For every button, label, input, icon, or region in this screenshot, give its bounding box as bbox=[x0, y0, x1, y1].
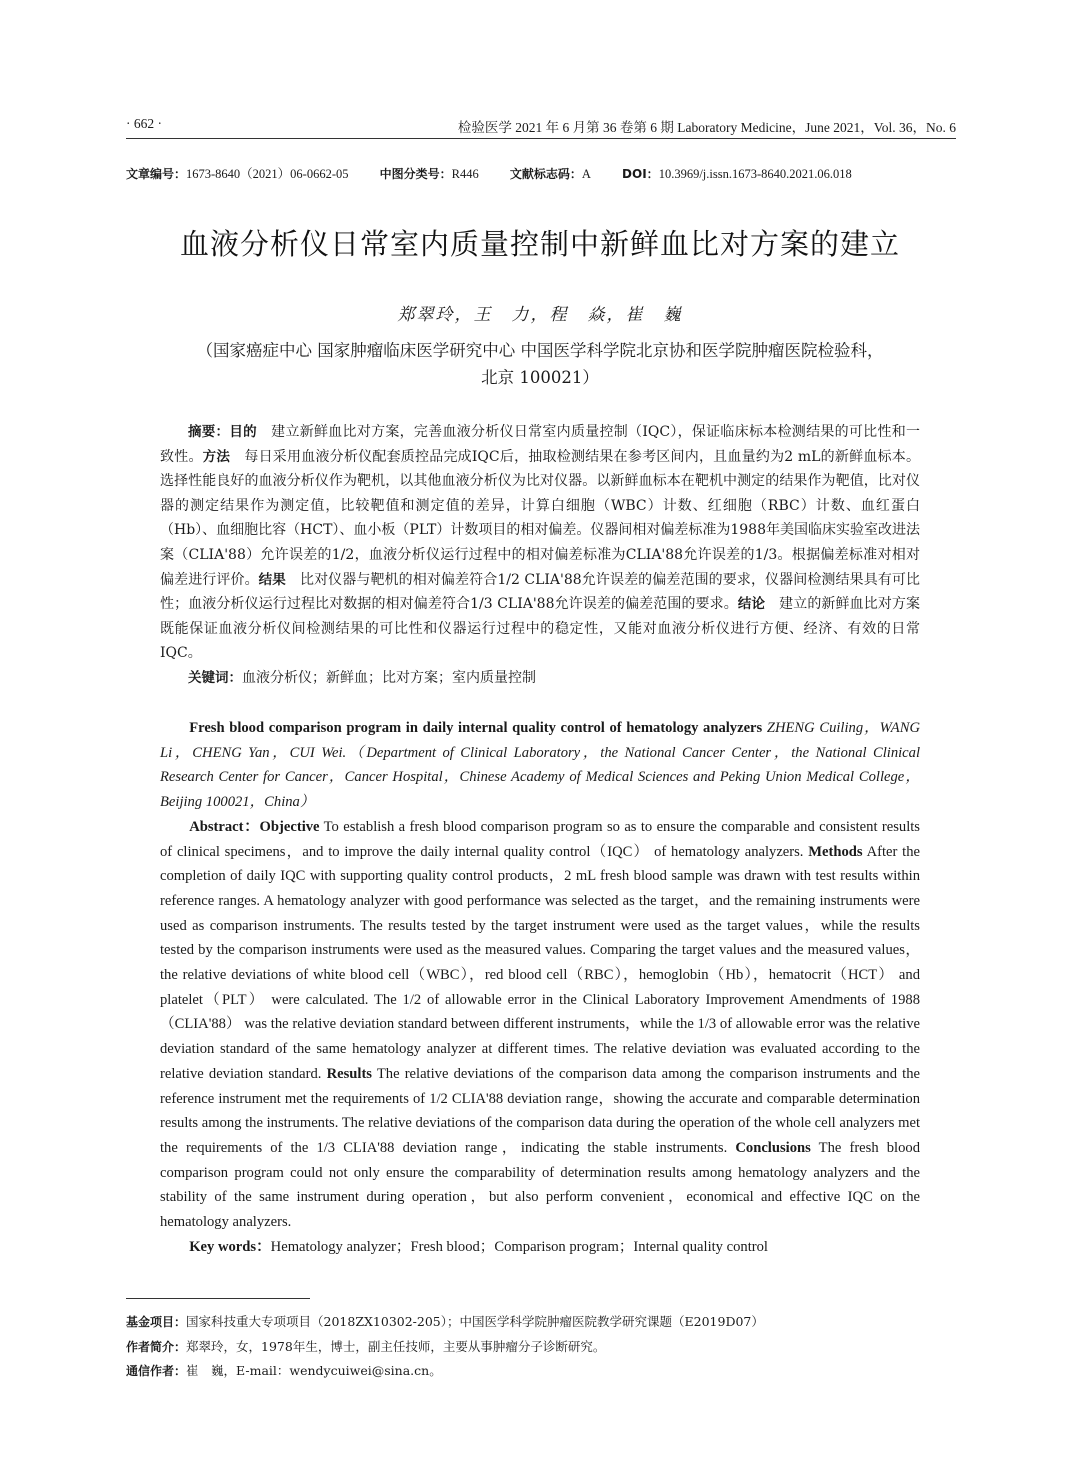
funding-note: 基金项目：国家科技重大专项项目（2018ZX10302-205）；中国医学科学院肿瘤医院教学研究课题（E2019D07） bbox=[126, 1314, 764, 1329]
footnotes bbox=[126, 1310, 956, 1384]
corresponding-author-note: 通信作者：崔 巍，E-mail：wendycuiwei@sina.cn。 bbox=[126, 1363, 442, 1378]
article-meta bbox=[126, 164, 956, 182]
running-header bbox=[126, 112, 956, 138]
doi: DOI：10.3969/j.issn.1673-8640.2021.06.018 bbox=[622, 167, 852, 181]
paper-title: 血液分析仪日常室内质量控制中新鲜血比对方案的建立 bbox=[179, 227, 900, 261]
article-number: 文章编号：1673-8640（2021）06-0662-05 bbox=[126, 167, 349, 181]
author-bio-note: 作者简介：郑翠玲，女，1978年生，博士，副主任技师，主要从事肿瘤分子诊断研究。 bbox=[126, 1338, 606, 1354]
english-title: Fresh blood comparison program in daily internal quality control of hematology analyzers bbox=[189, 720, 763, 736]
author-list: 郑翠玲，王 力，程 焱，崔 巍 bbox=[397, 305, 683, 325]
english-abstract-body: Abstract：Objective To establish a fresh blood comparison program so as to ensure the comparable and consistent results of clinical specimens，and to improve the daily internal quality control（IQC） of hematology analyzers. Methods After the completion of daily IQC with supporting quality control products，2 mL fresh blood sample was drawn with test results within reference ranges. A hematology analyzer with good performance was selected as the target，and the remaining instruments were used as comparison instruments. The results tested by the target instrument were used as the target values，while the results tested by the comparison instruments were used as the measured values. Comparing the target values and the measured values，the relative deviations of white blood cell（WBC），red blood cell（RBC），hemoglobin（Hb），hematocrit（HCT） and platelet（PLT） were calculated. The 1/2 of allowable error in the Clinical Laboratory Improvement Amendments of 1988（CLIA'88） was the relative deviation standard between different instruments，while the 1/3 of allowable error was the relative deviation standard of the same hematology analyzer at different times. The relative deviation was evaluated according to the relative deviation standard. Results The relative deviations of the comparison data among the comparison instruments and the reference instrument met the requirements of 1/2 CLIA'88 deviation range，showing the accurate and comparable determination results among the instruments. The relative deviations of the comparison data during the operation of the whole cell analyzers met the requirements of the 1/3 CLIA'88 deviation range，indicating the stable instruments. Conclusions The fresh blood comparison program could not only ensure the comparability of determination results among hematology analyzers and the stability of the same instrument during operation，but also perform convenient，economical and effective IQC on the hematology analyzers. bbox=[160, 818, 921, 1231]
english-abstract bbox=[160, 716, 920, 1259]
header-rule bbox=[126, 138, 956, 139]
chinese-keywords: 关键词：血液分析仪；新鲜血；比对方案；室内质量控制 bbox=[188, 669, 536, 686]
english-keywords: Key words：Hematology analyzer；Fresh blood；Comparison program；Internal quality control bbox=[189, 1238, 768, 1255]
chinese-abstract bbox=[160, 420, 920, 691]
english-authors-affiliation: ZHENG Cuiling，WANG Li，CHENG Yan，CUI Wei.（Department of Clinical Laboratory，the National Cancer Center，the National Clinical Research Center for Cancer，Cancer Hospital，Chinese Academy of Medical Sciences and Peking Union Medical College，Beijing 100021，China） bbox=[160, 720, 920, 811]
affiliation: （国家癌症中心 国家肿瘤临床医学研究中心 中国医学科学院北京协和医学院肿瘤医院检验科， 北京 100021） bbox=[196, 341, 884, 387]
page-number: · 662 · bbox=[126, 116, 162, 131]
footnote-rule bbox=[126, 1298, 310, 1299]
english-title-authors bbox=[160, 716, 920, 815]
chinese-abstract-body: 摘要：目的 建立新鲜血比对方案，完善血液分析仪日常室内质量控制（IQC），保证临床标本检测结果的可比性和一致性。方法 每日采用血液分析仪配套质控品完成IQC后，抽取检测结果在参考区间内，且血量约为2 mL的新鲜血标本。选择性能良好的血液分析仪作为靶机，以其他血液分析仪为比对仪器。以新鲜血标本在靶机中测定的结果作为靶值，比对仪器的测定结果作为测定值，比较靶值和测定值的差异，计算白细胞（WBC）计数、红细胞（RBC）计数、血红蛋白（Hb）、血细胞比容（HCT）、血小板（PLT）计数项目的相对偏差。仪器间相对偏差标准为1988年美国临床实验室改进法案（CLIA'88）允许误差的1/2，血液分析仪运行过程中的相对偏差标准为CLIA'88允许误差的1/3。根据偏差标准对相对偏差进行评价。结果 比对仪器与靶机的相对偏差符合1/2 CLIA'88允许误差的偏差范围的要求，仪器间检测结果具有可比性；血液分析仪运行过程比对数据的相对偏差符合1/3 CLIA'88允许误差的偏差范围的要求。结论 建立的新鲜血比对方案既能保证血液分析仪间检测结果的可比性和仪器运行过程中的稳定性，又能对血液分析仪进行方便、经济、有效的日常IQC。 bbox=[160, 424, 921, 662]
journal-citation: 检验医学 2021 年 6 月第 36 卷第 6 期 Laboratory Medicine，June 2021，Vol. 36，No. 6 bbox=[457, 120, 956, 135]
clc-number: 中图分类号：R446 bbox=[379, 167, 479, 181]
document-code: 文献标志码：A bbox=[509, 167, 591, 181]
